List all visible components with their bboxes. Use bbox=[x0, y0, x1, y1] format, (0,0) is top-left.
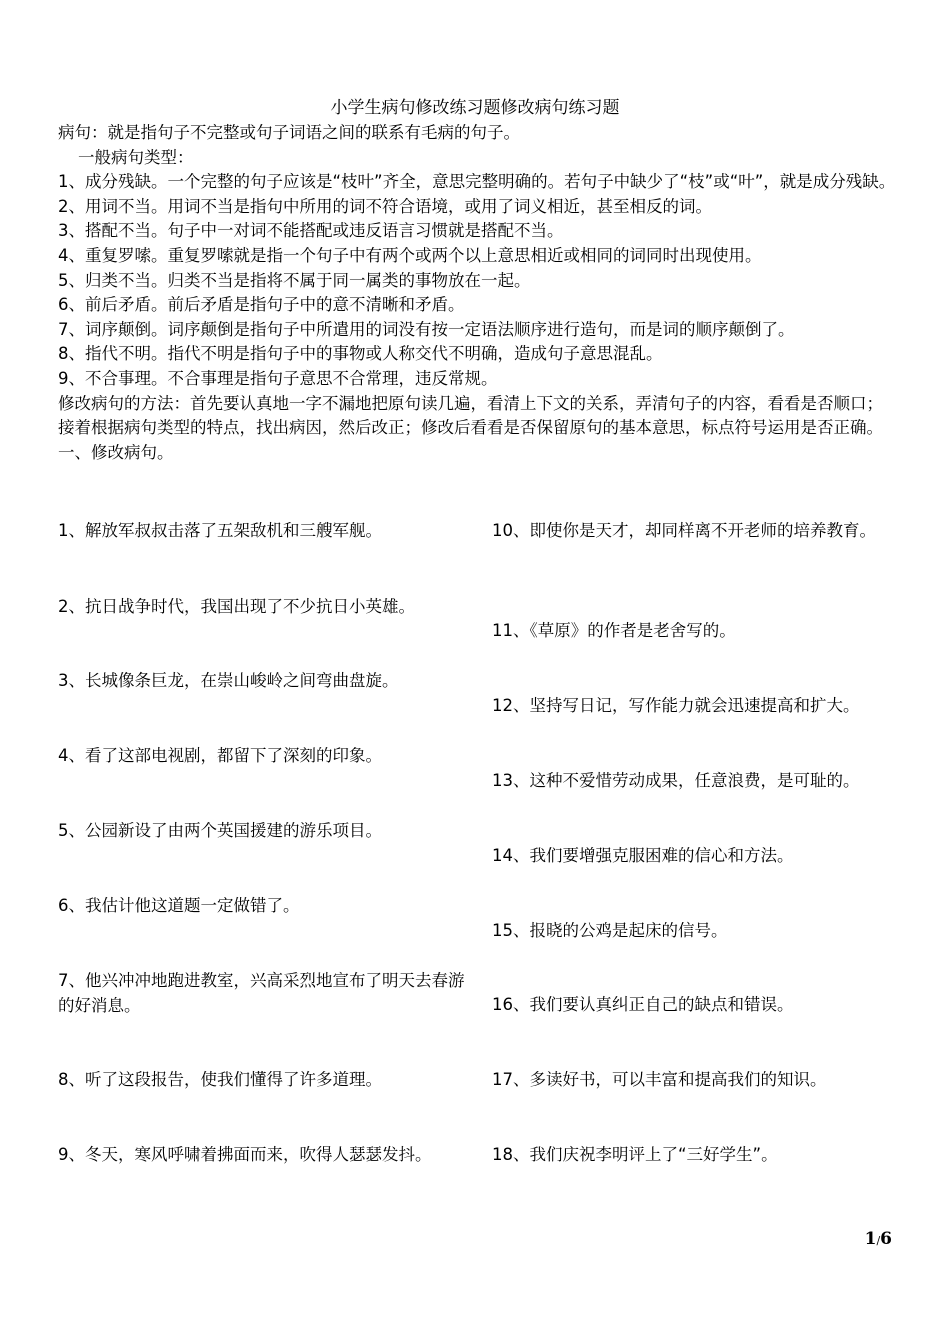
exercise-item: 11、《草原》的作者是老舍写的。 bbox=[492, 621, 736, 640]
method-paragraph: 修改病句的方法：首先要认真地一字不漏地把原句读几遍，看清上下文的关系，弄清句子的内容，看看是否顺口；接着根据病句类型的特点，找出病因，然后改正；修改后看看是否保留原句的基本意思，标点符号运用是否正确。 bbox=[58, 393, 883, 438]
type-item: 2、用词不当。用词不当是指句中所用的词不符合语境，或用了词义相近，甚至相反的词。 bbox=[58, 196, 712, 216]
type-item: 8、指代不明。指代不明是指句子中的事物或人称交代不明确，造成句子意思混乱。 bbox=[58, 344, 663, 364]
type-item: 5、归类不当。归类不当是指将不属于同一属类的事物放在一起。 bbox=[58, 270, 531, 290]
intro-section bbox=[58, 121, 896, 465]
section-heading: 一、修改病句。 bbox=[58, 442, 174, 462]
type-item: 7、词序颠倒。词序颠倒是指句子中所遣用的词没有按一定语法顺序进行造句，而是词的顺序颠倒了。 bbox=[58, 319, 795, 339]
type-item: 1、成分残缺。一个完整的句子应该是“枝叶”齐全，意思完整明确的。若句子中缺少了“枝”或“叶”，就是成分残缺。 bbox=[58, 172, 896, 192]
type-item: 3、搭配不当。句子中一对词不能搭配或违反语言习惯就是搭配不当。 bbox=[58, 221, 564, 241]
page-total: 6 bbox=[880, 1229, 892, 1249]
type-item: 9、不合事理。不合事理是指句子意思不合常理，违反常规。 bbox=[58, 368, 498, 388]
exercise-item: 6、我估计他这道题一定做错了。 bbox=[58, 896, 300, 915]
exercise-item: 14、我们要增强克服困难的信心和方法。 bbox=[492, 846, 794, 865]
exercise-item: 10、即使你是天才，却同样离不开老师的培养教育。 bbox=[492, 521, 876, 540]
types-heading: 一般病句类型： bbox=[78, 147, 194, 167]
exercise-item: 3、长城像条巨龙，在崇山峻岭之间弯曲盘旋。 bbox=[58, 671, 399, 690]
exercise-item: 5、公园新设了由两个英国援建的游乐项目。 bbox=[58, 821, 382, 840]
exercise-item: 9、冬天，寒风呼啸着拂面而来，吹得人瑟瑟发抖。 bbox=[58, 1145, 432, 1164]
exercise-item: 16、我们要认真纠正自己的缺点和错误。 bbox=[492, 995, 794, 1014]
exercise-item: 18、我们庆祝李明评上了“三好学生”。 bbox=[492, 1145, 778, 1164]
type-item: 4、重复罗嗦。重复罗嗦就是指一个句子中有两个或两个以上意思相近或相同的词同时出现使用。 bbox=[58, 245, 762, 265]
exercise-item: 2、抗日战争时代，我国出现了不少抗日小英雄。 bbox=[58, 597, 415, 616]
exercise-item: 15、报晓的公鸡是起床的信号。 bbox=[492, 921, 728, 940]
exercise-item: 7、他兴冲冲地跑进教室，兴高采烈地宣布了明天去春游的好消息。 bbox=[58, 971, 465, 1015]
document-title: 小学生病句修改练习题修改病句练习题 bbox=[330, 98, 620, 118]
exercise-item: 17、多读好书，可以丰富和提高我们的知识。 bbox=[492, 1070, 827, 1089]
exercise-item: 1、解放军叔叔击落了五架敌机和三艘军舰。 bbox=[58, 521, 382, 540]
exercise-item: 13、这种不爱惜劳动成果，任意浪费，是可耻的。 bbox=[492, 771, 860, 790]
page-number bbox=[865, 1229, 892, 1249]
page-separator: / bbox=[876, 1234, 881, 1247]
type-item: 6、前后矛盾。前后矛盾是指句子中的意不清晰和矛盾。 bbox=[58, 295, 465, 315]
definition-paragraph: 病句：就是指句子不完整或句子词语之间的联系有毛病的句子。 bbox=[58, 123, 520, 142]
page-current: 1 bbox=[864, 1229, 877, 1249]
exercise-item: 4、看了这部电视剧，都留下了深刻的印象。 bbox=[58, 746, 382, 765]
exercise-item: 12、坚持写日记，写作能力就会迅速提高和扩大。 bbox=[492, 696, 860, 715]
exercise-item: 8、听了这段报告，使我们懂得了许多道理。 bbox=[58, 1070, 382, 1089]
